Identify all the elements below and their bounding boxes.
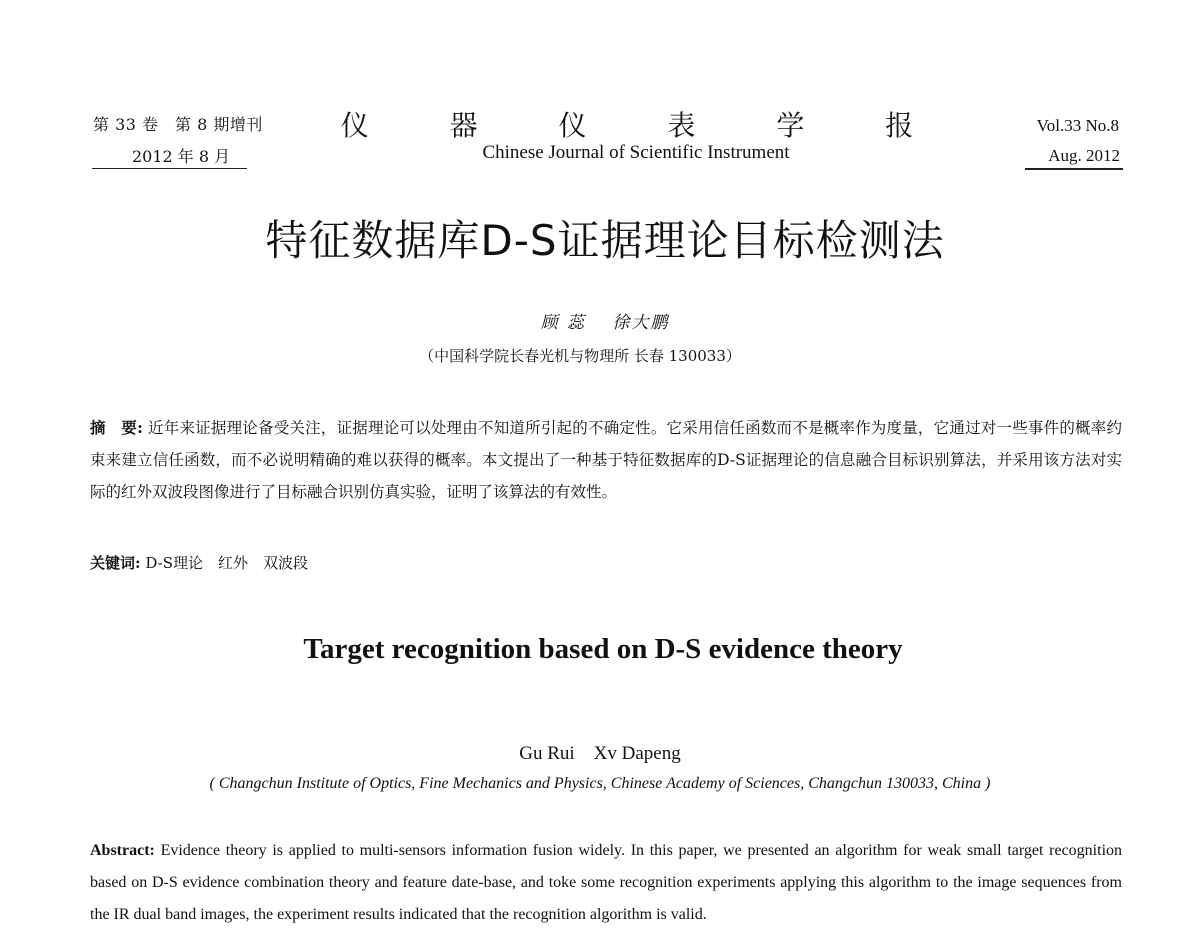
date-cn: 2012 年 8 月: [132, 147, 231, 166]
authors-cn: 顾 蕊 徐大鹏: [540, 313, 670, 333]
date-en: Aug. 2012: [1048, 146, 1120, 165]
abstract-en: [90, 835, 1122, 931]
volume-issue-cn: 第 33 卷 第 8 期增刊: [93, 115, 263, 134]
keywords-cn-label: 关键词:: [90, 554, 141, 572]
paper-title-en: Target recognition based on D-S evidence theory: [303, 633, 903, 665]
journal-title-en: Chinese Journal of Scientific Instrument: [482, 142, 790, 163]
abstract-cn-label: 摘 要:: [90, 418, 143, 437]
volume-issue-en: Vol.33 No.8: [1036, 116, 1119, 135]
header-rule-left: [92, 168, 247, 169]
abstract-cn: [90, 412, 1122, 508]
paper-title-cn: 特征数据库D-S证据理论目标检测法: [265, 216, 945, 265]
abstract-en-text: Evidence theory is applied to multi-sensors information fusion widely. In this paper, we presented an algorithm for weak small target recognition based on D-S evidence combination theory and feature date-base, and toke some recognition experiments applying this algorithm to the image sequences from the IR dual band images, the experiment results indicated that the recognition algorithm is valid.: [90, 842, 1123, 923]
authors-en: Gu Rui Xv Dapeng: [519, 743, 681, 764]
keywords-cn: [90, 552, 308, 573]
abstract-en-label: Abstract:: [90, 842, 155, 859]
keywords-cn-text: D-S理论 红外 双波段: [145, 554, 308, 572]
abstract-cn-text: 近年来证据理论备受关注，证据理论可以处理由不知道所引起的不确定性。它采用信任函数而不是概率作为度量，它通过对一些事件的概率约束来建立信任函数，而不必说明精确的难以获得的概率。本文提出了一种基于特征数据库的D-S证据理论的信息融合目标识别算法，并采用该方法对实际的红外双波段图像进行了目标融合识别仿真实验，证明了该算法的有效性。: [90, 419, 1122, 501]
affiliation-cn: （中国科学院长春光机与物理所 长春 130033）: [419, 347, 741, 365]
affiliation-en: ( Changchun Institute of Optics, Fine Mechanics and Physics, Chinese Academy of Sciences, Changchun 130033, China ): [209, 775, 991, 792]
header-rule-right: [1025, 168, 1123, 170]
journal-title-cn: 仪 器 仪 表 学 报: [340, 109, 950, 142]
